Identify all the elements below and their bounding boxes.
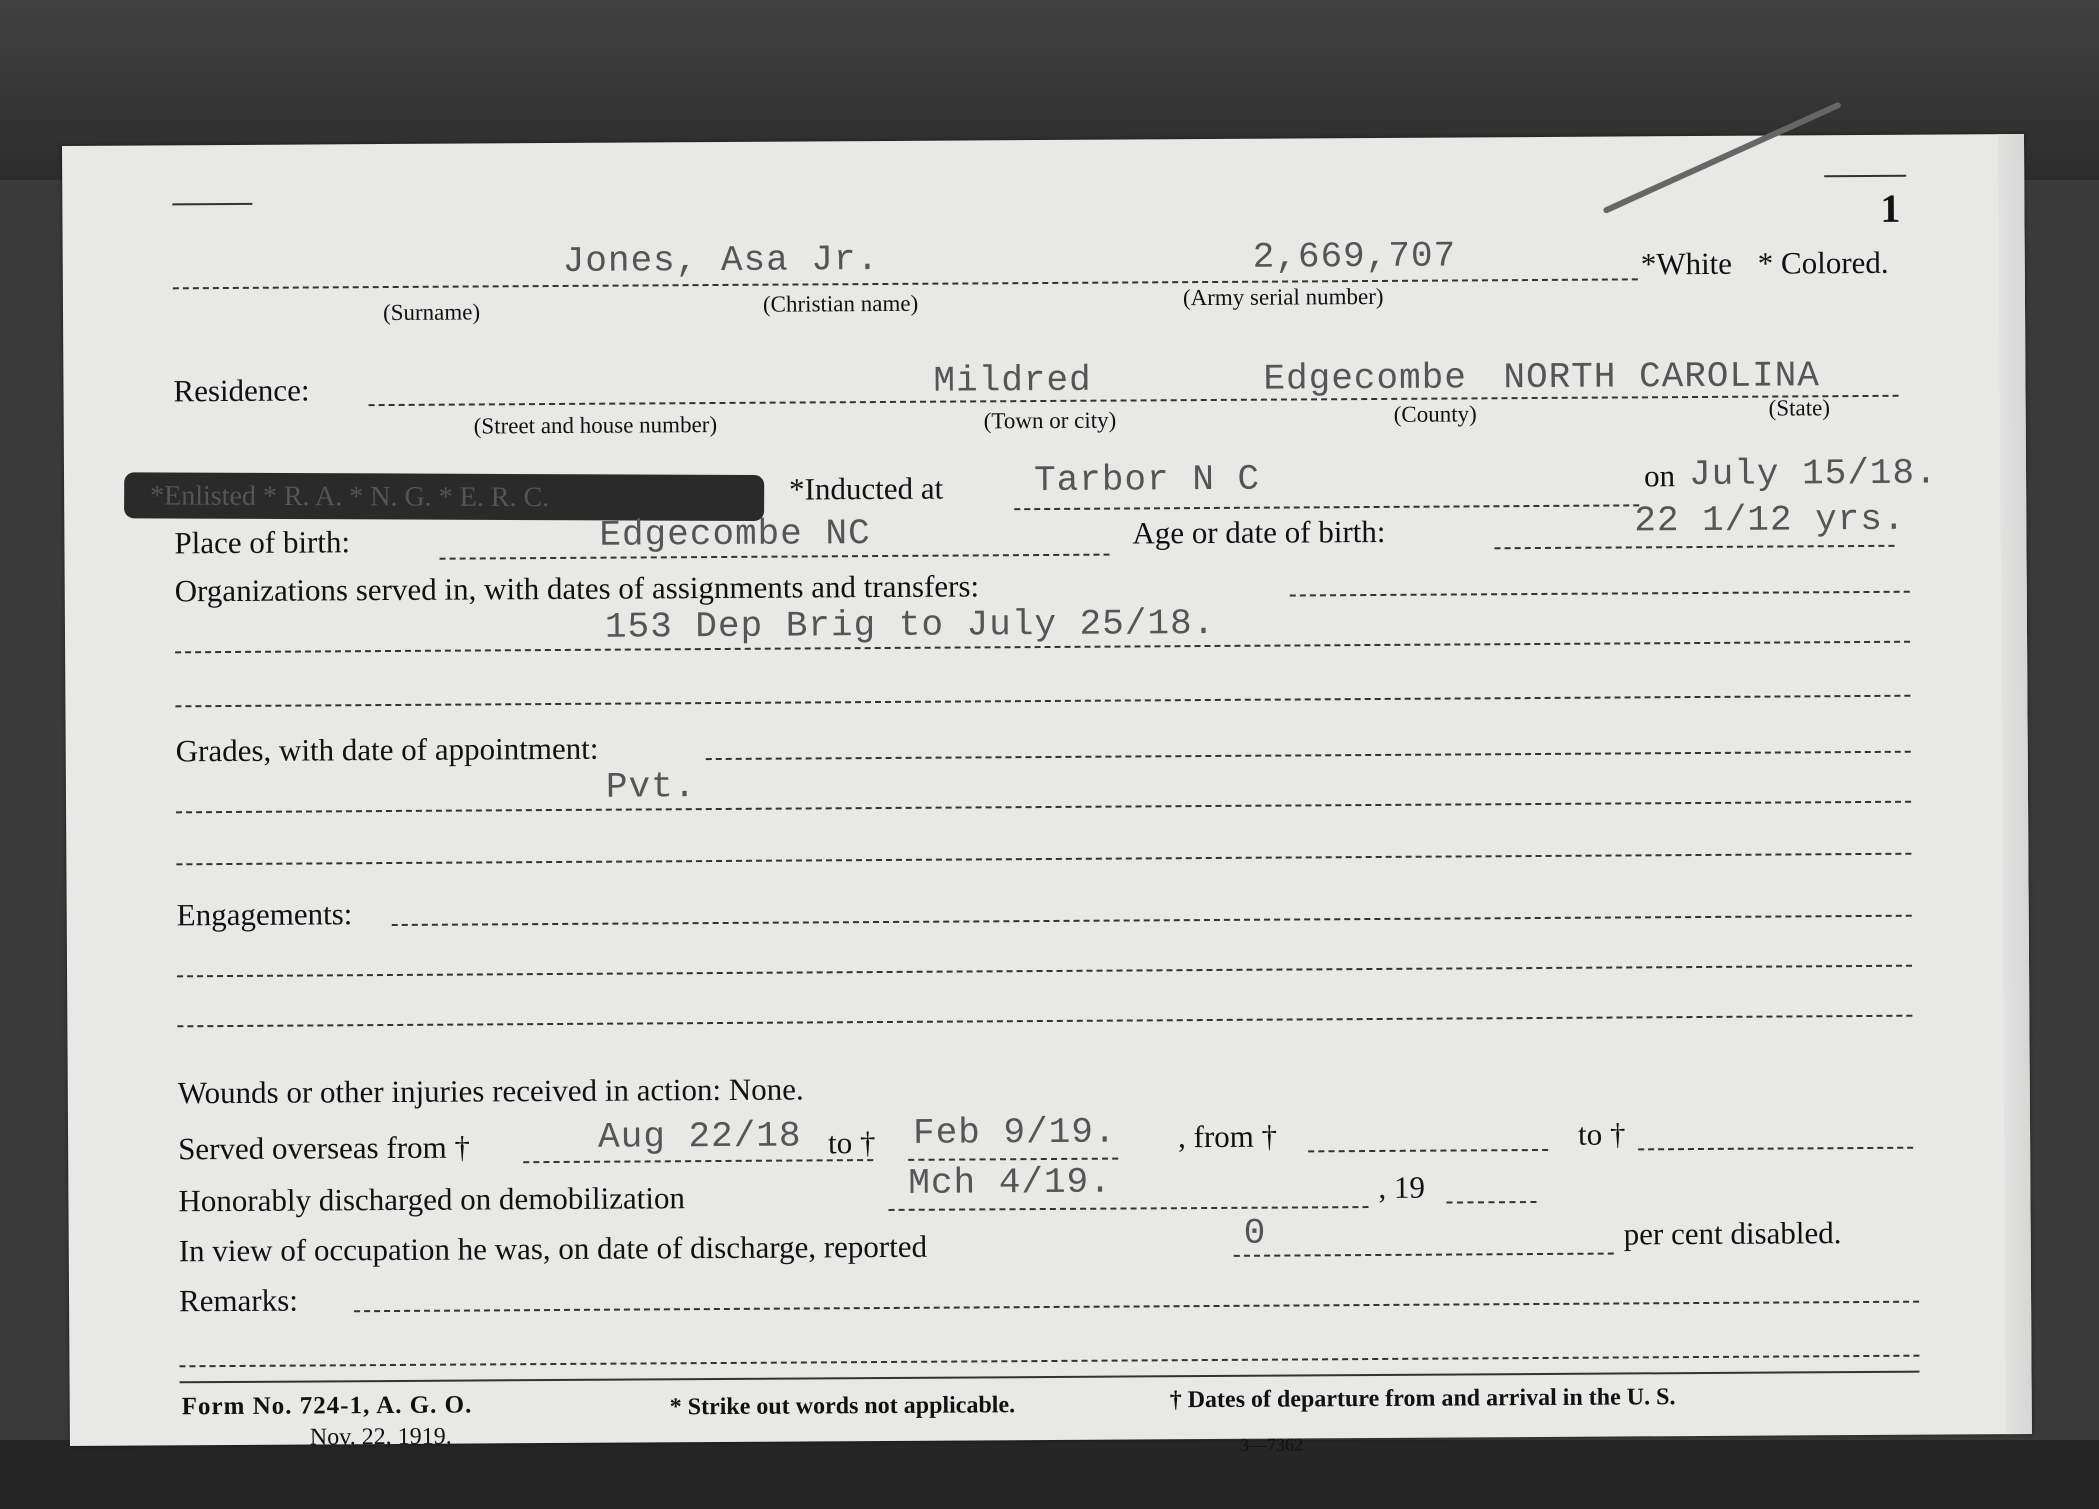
discharge-year-line [1446,1201,1536,1204]
disability-line [1234,1253,1614,1257]
overseas-from2-line [1308,1149,1548,1152]
age-value: 22 1/12 yrs. [1634,498,1906,542]
grades-line-1 [706,751,1911,760]
county-caption: (County) [1393,401,1477,427]
overseas-to2-line [1638,1147,1913,1151]
street-caption: (Street and house number) [473,412,718,439]
disability-label: In view of occupation he was, on date of discharge, reported [178,1228,928,1269]
engagements-line-3 [177,1015,1912,1028]
strike-out-note: * Strike out words not applicable. [669,1392,1016,1421]
organizations-value: 153 Dep Brig to July 25/18. [604,602,1216,648]
grades-label: Grades, with date of appointment: [175,730,599,769]
print-code: 3—7362 [1239,1434,1304,1455]
town-caption: (Town or city) [983,407,1117,434]
card-number: 1 [1880,185,1901,231]
corner-mark-right [1824,175,1906,178]
race-colored-label: * Colored. [1757,244,1889,281]
birth-place-value: Edgecombe NC [599,513,871,556]
inducted-place-value: Tarbor N C [1033,458,1261,502]
on-label: on [1643,458,1676,494]
discharge-date-value: Mch 4/19. [908,1161,1112,1204]
discharge-line [889,1206,1369,1211]
remarks-line-2 [179,1355,1919,1368]
wounds-text: Wounds or other injuries received in action: None. [177,1071,804,1111]
dates-note: † Dates of departure from and arrival in the U. S. [1169,1384,1676,1414]
overseas-to-label: to † [827,1125,876,1161]
age-label: Age or date of birth: [1132,513,1386,551]
race-white-label: *White [1640,245,1733,282]
redacted-enlisted-text: *Enlisted * R. A. * N. G. * E. R. C. [150,480,550,514]
engagements-line-1 [392,915,1912,926]
disability-value: 0 [1243,1212,1267,1254]
overseas-from-value: Aug 22/18 [597,1115,802,1158]
grades-line-2 [176,801,1911,814]
form-date: Nov. 22, 1919. [309,1423,452,1451]
serial-caption: (Army serial number) [1182,283,1384,311]
engagements-label: Engagements: [176,896,353,933]
county-value: Edgecombe [1263,357,1468,400]
overseas-from-line [523,1159,873,1163]
grades-line-3 [176,853,1911,866]
overseas-from2-label: , from † [1177,1118,1278,1155]
inducted-line [1014,504,1639,510]
age-line [1494,545,1894,549]
form-number: Form No. 724-1, A. G. O. [181,1391,473,1421]
service-record-card [62,134,2032,1455]
disability-suffix: per cent disabled. [1623,1215,1842,1252]
state-value: NORTH CAROLINA [1503,355,1821,399]
inducted-label: *Inducted at [789,470,944,507]
residence-label: Residence: [173,372,310,409]
remarks-line-1 [354,1301,1919,1313]
remarks-label: Remarks: [178,1282,298,1319]
christian-name-caption: (Christian name) [762,290,919,317]
engagements-line-2 [177,965,1912,978]
corner-mark-left [172,203,252,205]
birth-place-label: Place of birth: [174,524,351,561]
town-value: Mildred [933,359,1092,402]
discharge-label: Honorably discharged on demobilization [178,1180,686,1219]
overseas-to-line [908,1158,1118,1161]
footer-rule [180,1371,1920,1384]
overseas-to-value: Feb 9/19. [912,1111,1117,1154]
org-line-3 [175,695,1910,708]
name-value: Jones, Asa Jr. [562,239,880,282]
card-edge [1998,134,2032,1434]
state-caption: (State) [1768,395,1831,421]
serial-number-value: 2,669,707 [1252,235,1457,278]
induction-date-value: July 15/18. [1688,452,1938,496]
surname-caption: (Surname) [382,299,481,326]
organizations-label: Organizations served in, with dates of assignments and transfers: [174,568,980,609]
grades-value: Pvt. [605,766,697,808]
name-line [173,278,1638,289]
overseas-to2-label: to † [1577,1116,1626,1152]
overseas-from-label: Served overseas from † [178,1129,471,1167]
org-line-1 [1290,591,1910,597]
discharge-year-print: , 19 [1378,1169,1425,1205]
